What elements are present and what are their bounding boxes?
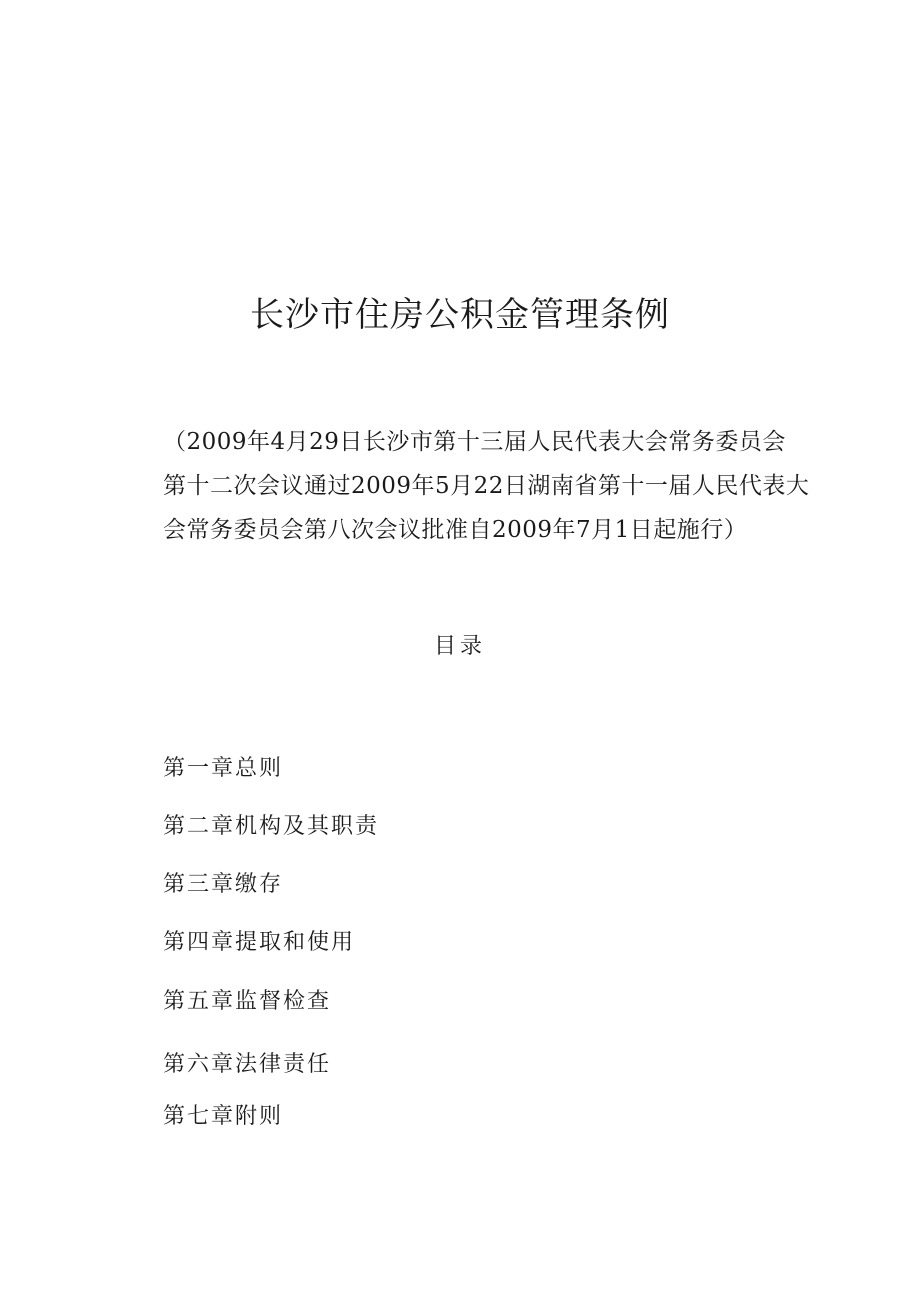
toc-heading: 目录 xyxy=(433,634,486,659)
toc-item-chapter-5: 第五章监督检查 xyxy=(163,989,332,1014)
adoption-note xyxy=(163,420,813,552)
toc-item-chapter-4: 第四章提取和使用 xyxy=(163,930,356,955)
toc-item-chapter-1: 第一章总则 xyxy=(163,756,284,781)
adoption-note-line: 第十二次会议通过2009年5月22日湖南省第十一届人民代表大 xyxy=(163,473,810,499)
toc-item-chapter-7: 第七章附则 xyxy=(163,1104,284,1129)
toc-item-chapter-6: 第六章法律责任 xyxy=(163,1052,332,1077)
document-title: 长沙市住房公积金管理条例 xyxy=(250,295,670,335)
toc-item-chapter-2: 第二章机构及其职责 xyxy=(163,814,380,839)
toc-item-chapter-3: 第三章缴存 xyxy=(163,872,284,897)
adoption-note-line: 会常务委员会第八次会议批准自2009年7月1日起施行） xyxy=(163,517,748,543)
adoption-note-line: （2009年4月29日长沙市第十三届人民代表大会常务委员会 xyxy=(163,429,786,455)
